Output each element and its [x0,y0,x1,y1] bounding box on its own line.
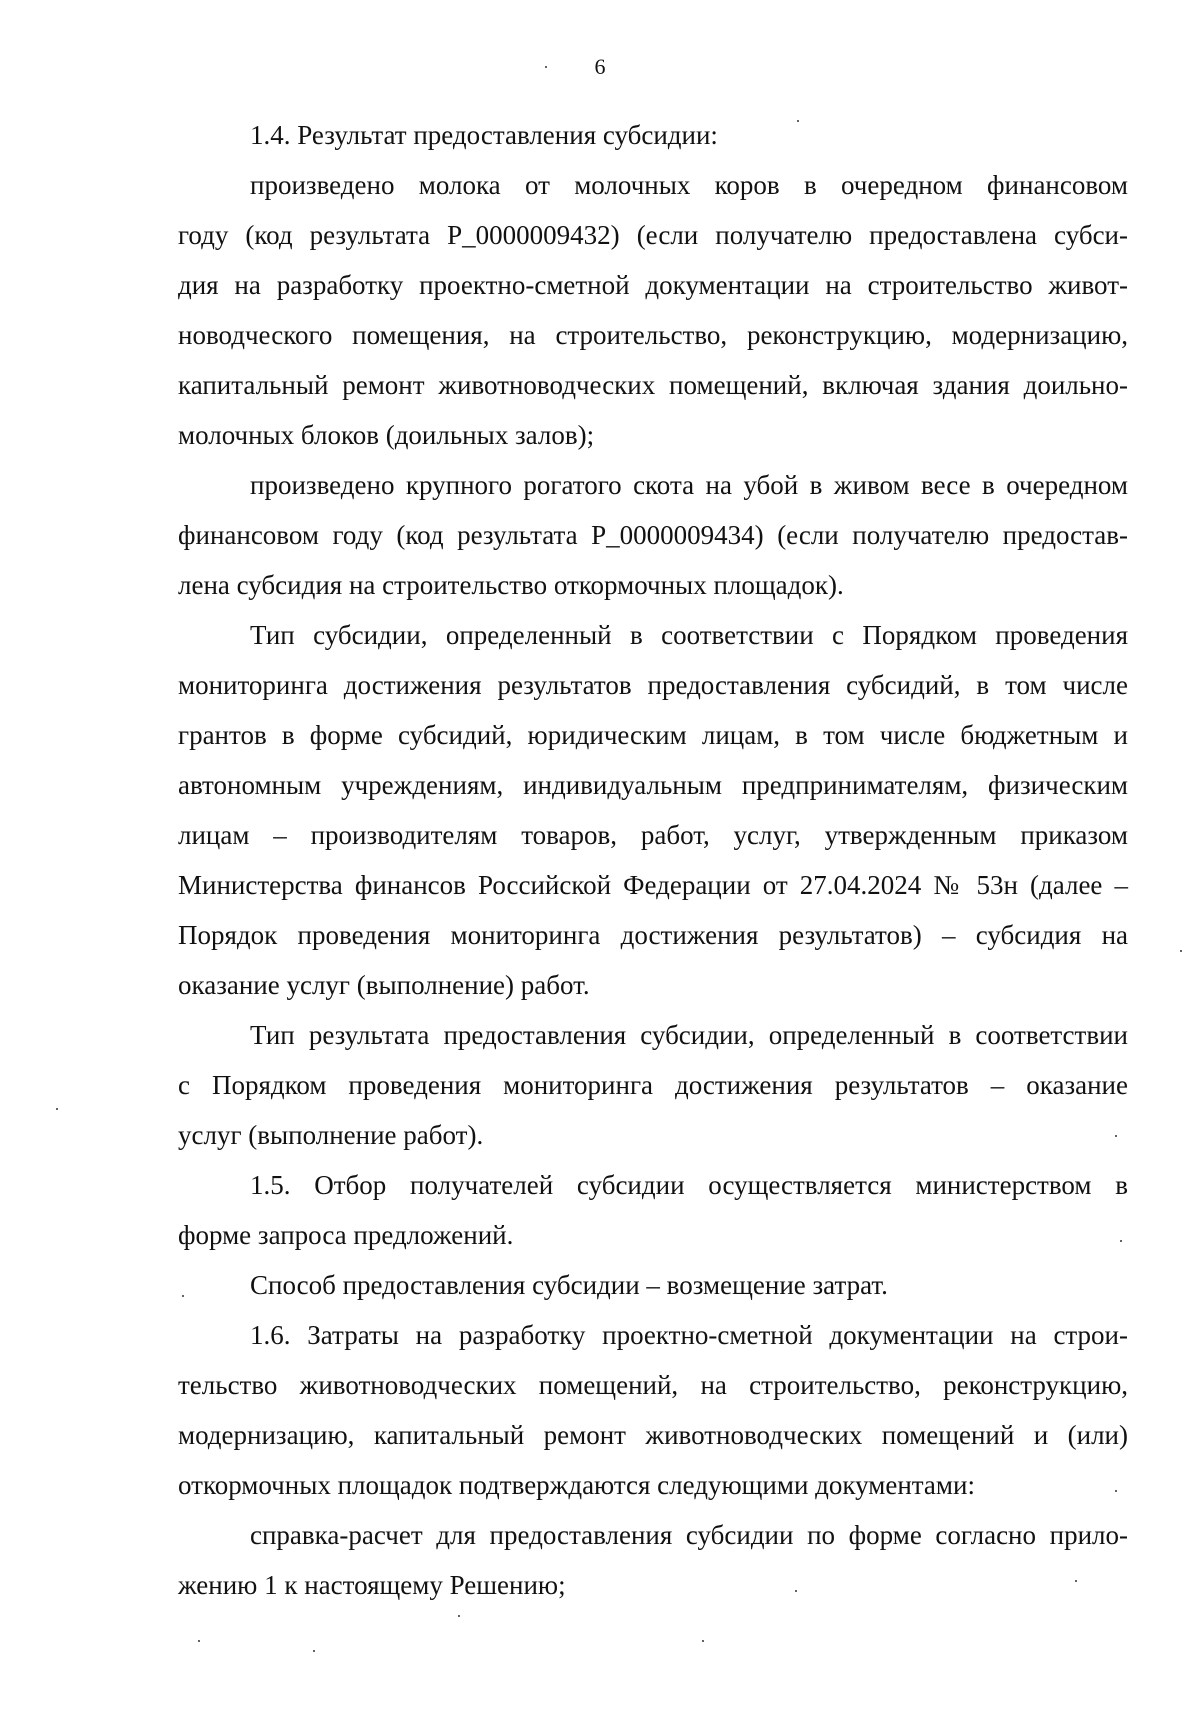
text-line: Порядок проведения мониторинга достижения результатов) – субсидия на [178,920,1128,950]
text-line: Тип субсидии, определенный в соответствии с Порядком проведения [250,620,1128,650]
scan-speck [1115,1135,1117,1137]
text-line: 1.4. Результат предоставления субсидии: [250,120,718,150]
text-line: 1.6. Затраты на разработку проектно-сметной документации на строи- [250,1320,1128,1350]
text-line: Тип результата предоставления субсидии, определенный в соответствии [250,1020,1128,1050]
text-line: капитальный ремонт животноводческих помещений, включая здания доильно- [178,370,1128,400]
text-line: финансовом году (код результата Р_0000009434) (если получателю предостав- [178,520,1128,550]
text-line: году (код результата Р_0000009432) (если получателю предоставлена субси- [178,220,1128,250]
scan-speck [1120,1240,1122,1242]
text-line: откормочных площадок подтверждаются следующими документами: [178,1470,975,1500]
text-line: услуг (выполнение работ). [178,1120,484,1150]
scan-speck [56,1108,58,1110]
text-line: лена субсидия на строительство откормочных площадок). [178,570,844,600]
text-line: грантов в форме субсидий, юридическим лицам, в том числе бюджетным и [178,720,1128,750]
text-line: дия на разработку проектно-сметной документации на строительство живот- [178,270,1128,300]
scan-speck [1180,950,1182,952]
scan-speck [702,1640,704,1642]
text-line: автономным учреждениям, индивидуальным предпринимателям, физическим [178,770,1128,800]
text-line: лицам – производителям товаров, работ, услуг, утвержденным приказом [178,820,1128,850]
scan-speck [1075,1580,1077,1582]
text-line: жению 1 к настоящему Решению; [178,1570,566,1600]
text-line: 1.5. Отбор получателей субсидии осуществляется министерством в [250,1170,1128,1200]
text-line: Министерства финансов Российской Федерации от 27.04.2024 № 53н (далее – [178,870,1128,900]
text-line: тельство животноводческих помещений, на строительство, реконструкцию, [178,1370,1128,1400]
scan-speck [313,1650,315,1652]
text-line: оказание услуг (выполнение) работ. [178,970,590,1000]
text-line: мониторинга достижения результатов предоставления субсидий, в том числе [178,670,1128,700]
text-line: справка-расчет для предоставления субсидии по форме согласно прило- [250,1520,1128,1550]
scan-speck [198,1640,200,1642]
scan-speck [545,66,547,68]
text-line: молочных блоков (доильных залов); [178,420,595,450]
document-body [178,110,1128,1610]
text-line: с Порядком проведения мониторинга достижения результатов – оказание [178,1070,1128,1100]
scan-speck [182,1295,184,1297]
text-line: форме запроса предложений. [178,1220,514,1250]
page-number: 6 [594,54,606,79]
text-line: произведено крупного рогатого скота на убой в живом весе в очередном [250,470,1128,500]
scan-speck [795,1590,797,1592]
text-line: новодческого помещения, на строительство, реконструкцию, модернизацию, [178,320,1128,350]
scan-speck [1115,1490,1117,1492]
text-line: модернизацию, капитальный ремонт животноводческих помещений и (или) [178,1420,1128,1450]
text-line: произведено молока от молочных коров в очередном финансовом [250,170,1128,200]
text-line: Способ предоставления субсидии – возмещение затрат. [250,1270,888,1300]
scan-speck [797,120,799,122]
scan-speck [458,1615,460,1617]
